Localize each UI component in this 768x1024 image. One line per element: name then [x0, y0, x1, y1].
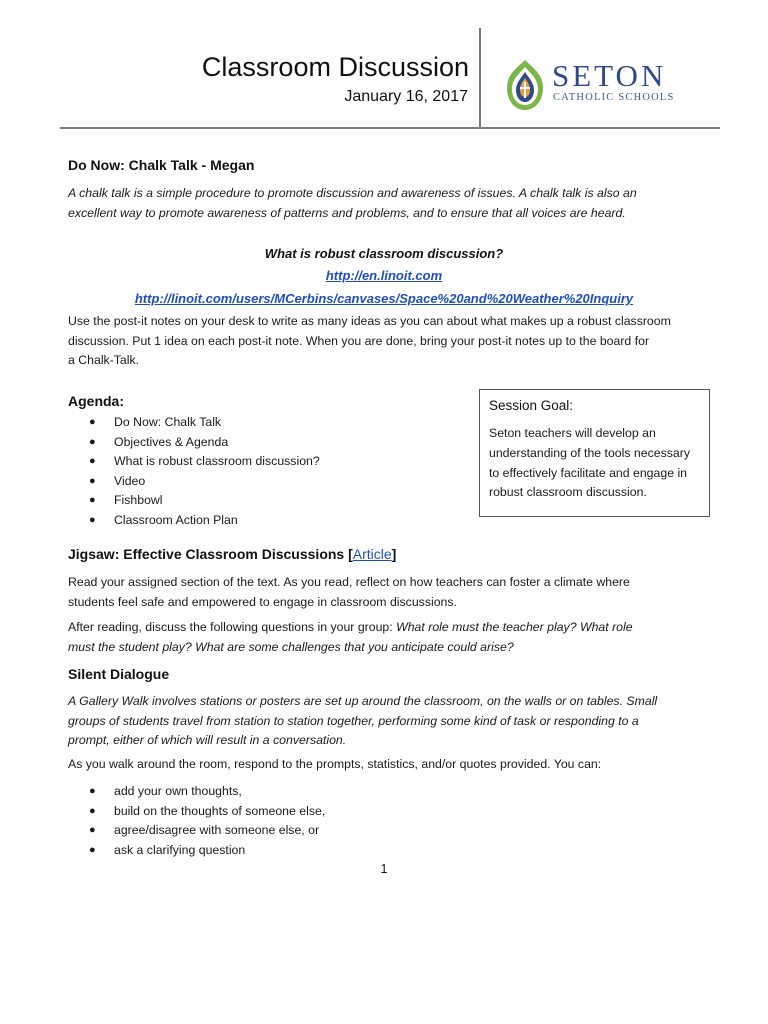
- logo-subtitle: CATHOLIC SCHOOLS: [553, 92, 675, 103]
- response-option: ● agree/disagree with someone else, or: [89, 823, 320, 837]
- linoit-canvas-link[interactable]: http://linoit.com/users/MCerbins/canvases/Space%20and%20Weather%20Inquiry: [134, 291, 634, 306]
- header-vertical-divider: [479, 28, 481, 128]
- document-title: Classroom Discussion: [201, 52, 469, 82]
- logo-wordmark: SETON: [552, 58, 667, 93]
- agenda-list: [68, 413, 320, 530]
- instructions-line: Use the post-it notes on your desk to write as many ideas as you can about what makes up a robust classroom: [68, 314, 671, 328]
- agenda-item: ● Fishbowl: [89, 493, 163, 507]
- document-date: January 16, 2017: [344, 88, 468, 105]
- canvas-link-row: [68, 291, 700, 306]
- paragraph-line: After reading, discuss the following questions in your group: What role must the teacher play? What role: [68, 620, 633, 634]
- gallery-walk-paragraph: [68, 692, 708, 751]
- session-goal-title: Session Goal:: [489, 398, 574, 413]
- page-number: 1: [380, 862, 388, 876]
- seton-logo: [503, 58, 675, 112]
- jigsaw-heading: Jigsaw: Effective Classroom Discussions [Article]: [68, 546, 397, 562]
- response-option: ● add your own thoughts,: [89, 784, 242, 798]
- agenda-item: ● Video: [89, 473, 146, 488]
- instructions-line: discussion. Put 1 idea on each post-it note. When you are done, bring your post-it notes up to the board for: [68, 333, 650, 348]
- post-it-instructions: [68, 312, 708, 371]
- article-link[interactable]: Article: [352, 546, 392, 562]
- response-options-list: [68, 782, 325, 860]
- session-goal-box: [479, 389, 710, 517]
- session-goal-line: robust classroom discussion.: [489, 485, 647, 500]
- walk-instructions: As you walk around the room, respond to the prompts, statistics, and/or quotes provided. You can:: [68, 757, 602, 771]
- jigsaw-reading-paragraph: [68, 573, 708, 612]
- jigsaw-discussion-paragraph: [68, 618, 708, 657]
- agenda-item: ● Classroom Action Plan: [89, 512, 238, 527]
- silent-dialogue-heading: Silent Dialogue: [68, 666, 170, 682]
- response-option: ● ask a clarifying question: [89, 842, 246, 857]
- paragraph-line: groups of students travel from station to station together, performing some kind of task or responding to a: [68, 713, 639, 728]
- agenda-item: ● What is robust classroom discussion?: [89, 454, 320, 468]
- paragraph-line: prompt, either of which will result in a conversation.: [68, 733, 347, 747]
- chalk-talk-intro: [68, 184, 708, 223]
- session-goal-line: Seton teachers will develop an: [489, 426, 656, 440]
- agenda-heading: Agenda:: [68, 393, 124, 409]
- linoit-link[interactable]: http://en.linoit.com: [325, 268, 443, 283]
- paragraph-line: students feel safe and empowered to engage in classroom discussions.: [68, 594, 457, 609]
- paragraph-line: must the student play? What are some challenges that you anticipate could arise?: [68, 639, 514, 654]
- session-goal-line: to effectively facilitate and engage in: [489, 465, 688, 480]
- chalk-talk-intro-line: excellent way to promote awareness of patterns and problems, and to ensure that all voices are heard.: [68, 205, 626, 220]
- chalk-talk-intro-line: A chalk talk is a simple procedure to promote discussion and awareness of issues. A chalk talk is also an: [68, 186, 637, 200]
- paragraph-line: Read your assigned section of the text. As you read, reflect on how teachers can foster a climate where: [68, 575, 630, 589]
- response-option: ● build on the thoughts of someone else,: [89, 803, 326, 818]
- agenda-item: ● Do Now: Chalk Talk: [89, 415, 222, 429]
- linoit-link-row: [68, 268, 700, 283]
- agenda-item: ● Objectives & Agenda: [89, 434, 229, 449]
- do-now-heading: Do Now: Chalk Talk - Megan: [68, 157, 255, 173]
- header-horizontal-divider: [60, 127, 720, 129]
- robust-discussion-question: What is robust classroom discussion?: [264, 246, 504, 261]
- paragraph-line: A Gallery Walk involves stations or posters are set up around the classroom, on the walls or on tables. Small: [68, 694, 658, 708]
- instructions-line: a Chalk-Talk.: [68, 353, 140, 367]
- session-goal-line: understanding of the tools necessary: [489, 445, 690, 460]
- session-goal-text: [489, 424, 704, 503]
- flame-shield-icon: [503, 58, 547, 112]
